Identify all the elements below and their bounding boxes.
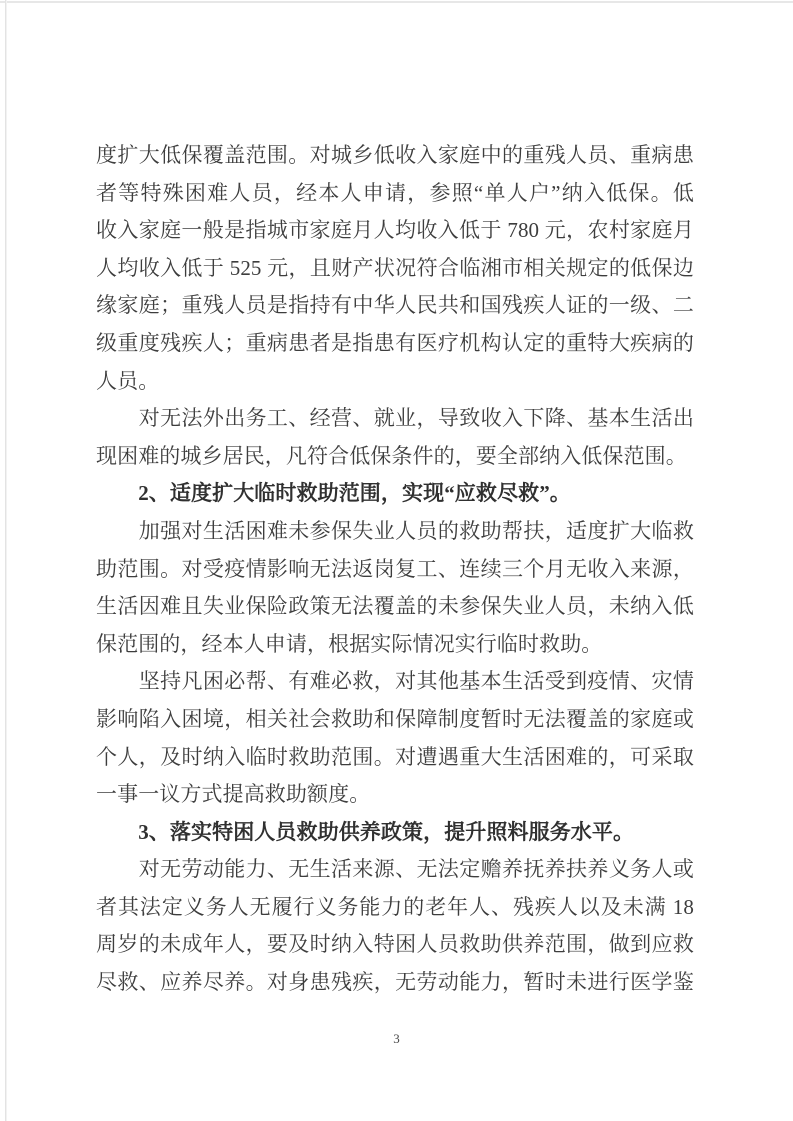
- text-line: 缘家庭；重残人员是指持有中华人民共和国残疾人证的一级、二: [96, 293, 694, 318]
- section-heading: [96, 475, 694, 513]
- text-line: 现困难的城乡居民，凡符合低保条件的，要全部纳入低保范围。: [96, 443, 687, 468]
- paragraph: [96, 851, 694, 1001]
- text-line: 对无法外出务工、经营、就业，导致收入下降、基本生活出: [96, 406, 694, 431]
- text-line: 坚持凡困必帮、有难必救，对其他基本生活受到疫情、灾情: [96, 669, 694, 694]
- section-heading: [96, 814, 694, 852]
- text-line: 尽救、应养尽养。对身患残疾，无劳动能力，暂时未进行医学鉴: [96, 970, 694, 995]
- paragraph: [96, 663, 694, 813]
- text-line: 收入家庭一般是指城市家庭月人均收入低于 780 元，农村家庭月: [96, 218, 694, 243]
- text-line: 个人，及时纳入临时救助范围。对遭遇重大生活困难的，可采取: [96, 744, 694, 769]
- text-line: 保范围的，经本人申请，根据实际情况实行临时救助。: [96, 631, 603, 656]
- page-number: 3: [393, 1031, 400, 1046]
- text-line: 级重度残疾人；重病患者是指患有医疗机构认定的重特大疾病的: [96, 330, 694, 355]
- text-line: 加强对生活困难未参保失业人员的救助帮扶，适度扩大临救: [96, 518, 694, 543]
- text-line: 者等特殊困难人员，经本人申请，参照“单人户”纳入低保。低: [96, 180, 694, 205]
- text-line: 周岁的未成年人，要及时纳入特困人员救助供养范围，做到应救: [96, 932, 694, 957]
- text-line: 生活因难且失业保险政策无法覆盖的未参保失业人员，未纳入低: [96, 594, 694, 619]
- paragraph: [96, 137, 694, 400]
- text-line: 者其法定义务人无履行义务能力的老年人、残疾人以及未满 18: [96, 894, 694, 919]
- scan-edge-top-line: [0, 1, 793, 3]
- text-line: 对无劳动能力、无生活来源、无法定赡养抚养扶养义务人或: [96, 857, 694, 882]
- text-line: 3、落实特困人员救助供养政策，提升照料服务水平。: [96, 819, 635, 844]
- text-line: 人均收入低于 525 元，且财产状况符合临湘市相关规定的低保边: [96, 255, 694, 280]
- text-line: 影响陷入困境，相关社会救助和保障制度暂时无法覆盖的家庭或: [96, 706, 694, 731]
- text-line: 助范围。对受疫情影响无法返岗复工、连续三个月无收入来源，: [96, 556, 694, 581]
- text-line: 一事一议方式提高救助额度。: [96, 782, 371, 807]
- text-line: 度扩大低保覆盖范围。对城乡低收入家庭中的重残人员、重病患: [96, 143, 694, 167]
- text-line: 2、适度扩大临时救助范围，实现“应救尽救”。: [96, 481, 571, 506]
- paragraph: [96, 513, 694, 663]
- text-line: 人员。: [96, 368, 160, 393]
- document-text: [96, 137, 694, 1002]
- scan-edge-left-line: [5, 0, 6, 1121]
- paragraph: [96, 400, 694, 475]
